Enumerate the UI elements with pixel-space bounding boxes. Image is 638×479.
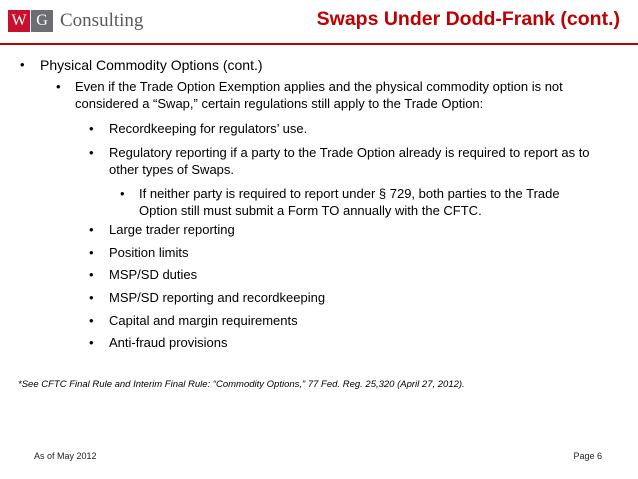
bullet-trade-option-exemption-line2: considered a “Swap,” certain regulations still apply to the Trade Option: (75, 96, 484, 111)
bullet-capital-margin: Capital and margin requirements (109, 313, 298, 328)
bullet-large-trader-reporting: Large trader reporting (109, 222, 235, 237)
bullet-dot: • (56, 79, 61, 94)
bullet-recordkeeping: Recordkeeping for regulators’ use. (109, 121, 308, 136)
bullet-anti-fraud: Anti-fraud provisions (109, 335, 228, 350)
bullet-dot: • (89, 245, 94, 260)
wg-consulting-logo (8, 10, 143, 32)
footer-date: As of May 2012 (34, 451, 97, 461)
bullet-msp-sd-reporting: MSP/SD reporting and recordkeeping (109, 290, 326, 305)
bullet-dot: • (89, 222, 94, 237)
slide-header (0, 0, 638, 44)
bullet-dot: • (89, 290, 94, 305)
logo-w-box: W (8, 10, 30, 32)
bullet-physical-commodity-options: Physical Commodity Options (cont.) (40, 57, 263, 73)
bullet-dot: • (20, 57, 25, 72)
bullet-dot: • (89, 267, 94, 282)
bullet-position-limits: Position limits (109, 245, 189, 260)
bullet-regulatory-reporting-line2: other types of Swaps. (109, 162, 235, 177)
logo-g-box: G (31, 10, 53, 32)
bullet-trade-option-exemption-line1: Even if the Trade Option Exemption applies and the physical commodity option is not (75, 79, 563, 94)
bullet-dot: • (89, 335, 94, 350)
bullet-regulatory-reporting-line1: Regulatory reporting if a party to the Trade Option already is required to report as to (109, 145, 590, 160)
bullet-dot: • (89, 313, 94, 328)
bullet-form-to-line1: If neither party is required to report under § 729, both parties to the Trade (139, 186, 560, 201)
slide-title: Swaps Under Dodd-Frank (cont.) (316, 8, 620, 30)
bullet-msp-sd-duties: MSP/SD duties (109, 267, 198, 282)
bullet-form-to-line2: Option still must submit a Form TO annually with the CFTC. (139, 203, 482, 218)
page-number: Page 6 (573, 451, 602, 461)
bullet-dot: • (89, 121, 94, 136)
footnote: *See CFTC Final Rule and Interim Final Rule: “Commodity Options,” 77 Fed. Reg. 25,320 (April 27, 2012). (18, 379, 465, 390)
logo-text: Consulting (60, 10, 144, 31)
bullet-dot: • (120, 186, 125, 201)
header-divider (0, 43, 638, 45)
bullet-dot: • (89, 145, 94, 160)
